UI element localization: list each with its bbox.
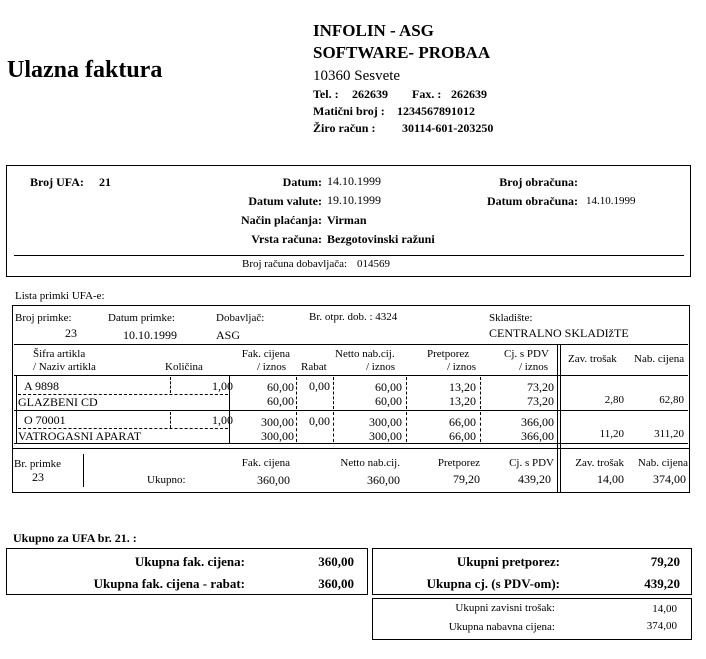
item-1-fak: 60,00	[267, 380, 294, 394]
datum-primke-value: 10.10.1999	[123, 328, 177, 342]
subtotal-divider	[83, 454, 84, 487]
item-2-pretporez: 66,00	[449, 415, 476, 429]
total-zavisni-value: 14,00	[652, 603, 677, 615]
total-nabavna-value: 374,00	[646, 620, 677, 632]
items-mid-line	[14, 410, 688, 411]
item-2-fak: 300,00	[261, 415, 294, 429]
subtotal-fak-label: Fak. cijena	[241, 457, 290, 469]
subtotal-br-value: 23	[32, 470, 44, 484]
col-zav-trosak: Zav. trošak	[568, 353, 617, 365]
items-bottom-line	[14, 443, 688, 444]
subtotal-ukupno-label: Ukupno:	[147, 474, 186, 486]
company-name-line2: SOFTWARE- PROBAA	[313, 43, 491, 62]
col-kolicina: Količina	[165, 361, 203, 373]
total-rabat-label: Ukupna fak. cijena - rabat:	[93, 576, 245, 591]
item-2-fak-iznos: 300,00	[261, 429, 294, 443]
item-2-cj-pdv-iznos: 366,00	[521, 429, 554, 443]
item-1-sifra: A 9898	[24, 379, 60, 393]
subtotal-fak-value: 360,00	[257, 473, 290, 487]
broj-obracuna-label: Broj obračuna:	[499, 175, 578, 189]
item-1-pretporez-iznos: 13,20	[449, 394, 476, 408]
datum-value: 14.10.1999	[327, 174, 381, 188]
ziro-value: 30114-601-203250	[402, 121, 494, 135]
columns-top-line	[14, 344, 688, 345]
total-pdv-label: Ukupna cj. (s PDV-om):	[426, 576, 560, 591]
item-2-sifra: O 70001	[24, 413, 66, 427]
col-cj-pdv: Cj. s PDV	[504, 348, 549, 360]
col-pretporez: Pretporez	[427, 348, 470, 360]
item-2-pretporez-iznos: 66,00	[449, 429, 476, 443]
item-2-netto-iznos: 300,00	[369, 429, 402, 443]
subtotal-nab-label: Nab. cijena	[637, 457, 688, 469]
items-left-line	[16, 375, 17, 443]
row1-dash	[18, 394, 228, 395]
broj-primke-value: 23	[65, 326, 77, 340]
item-1-naziv: GLAZBENI CD	[18, 395, 98, 409]
otpremnica-label: Br. otpr. dob. : 4324	[309, 311, 398, 323]
subtotal-netto-label: Netto nab.cij.	[340, 457, 400, 469]
lista-primki-label: Lista primki UFA-e:	[15, 290, 105, 302]
total-fak-value: 360,00	[318, 554, 354, 569]
broj-ufa-label: Broj UFA:	[30, 175, 84, 189]
item-1-pretporez: 13,20	[449, 380, 476, 394]
broj-primke-label: Broj primke:	[15, 312, 72, 324]
dash-v-6	[333, 412, 334, 442]
dobavljac-value: ASG	[216, 328, 241, 342]
row2-dash-v	[170, 412, 171, 428]
item-1-zav-trosak: 2,80	[604, 394, 624, 406]
dash-v-7	[406, 412, 407, 442]
header-divider	[14, 255, 684, 256]
item-2-zav-trosak: 11,20	[599, 428, 624, 440]
company-city: 10360 Sesvete	[313, 68, 401, 84]
total-fak-label: Ukupna fak. cijena:	[134, 554, 245, 569]
nacin-placanja-value: Virman	[327, 213, 367, 227]
datum-obracuna-value: 14.10.1999	[586, 195, 636, 207]
subtotal-nab-value: 374,00	[653, 472, 686, 486]
fax-value: 262639	[451, 87, 487, 101]
item-1-netto-iznos: 60,00	[375, 394, 402, 408]
dobavljac-label: Dobavljač:	[216, 312, 265, 324]
item-2-kolicina: 1,00	[212, 413, 233, 427]
mb-label: Matični broj :	[313, 104, 385, 118]
vrsta-racuna-label: Vrsta računa:	[251, 232, 322, 246]
item-2-naziv: VATROGASNI APARAT	[18, 429, 142, 443]
items-top-line	[14, 375, 688, 376]
vrsta-racuna-value: Bezgotovinski ražuni	[327, 232, 435, 246]
col-cj-pdv-iznos: / iznos	[518, 361, 548, 373]
tel-value: 262639	[352, 87, 388, 101]
datum-valute-value: 19.10.1999	[327, 193, 381, 207]
subtotal-cj-value: 439,20	[518, 472, 551, 486]
subtotal-pp-value: 79,20	[453, 472, 480, 486]
item-2-rabat: 0,00	[309, 414, 330, 428]
right-block-divider-2	[560, 344, 561, 492]
total-pretporez-value: 79,20	[650, 554, 680, 569]
item-1-netto: 60,00	[375, 380, 402, 394]
dash-v-3	[406, 377, 407, 409]
subtotal-netto-value: 360,00	[367, 473, 400, 487]
datum-primke-label: Datum primke:	[108, 312, 175, 324]
col-naziv: / Naziv artikla	[33, 361, 96, 373]
skladiste-value: CENTRALNO SKLADIžTE	[489, 326, 629, 340]
col-fak-iznos: / iznos	[256, 361, 286, 373]
subtotal-cj-label: Cj. s PDV	[509, 457, 554, 469]
dash-v-1	[296, 377, 297, 409]
document-title: Ulazna faktura	[7, 57, 163, 83]
col-pretporez-iznos: / iznos	[446, 361, 476, 373]
total-pretporez-label: Ukupni pretporez:	[456, 554, 560, 569]
dash-v-8	[480, 412, 481, 442]
item-1-nab-cijena: 62,80	[659, 394, 684, 406]
item-2-netto: 300,00	[369, 415, 402, 429]
col-sifra: Šifra artikla	[33, 348, 86, 360]
item-2-nab-cijena: 311,20	[654, 428, 684, 440]
subtotal-zav-value: 14,00	[597, 472, 624, 486]
row2-dash	[18, 428, 228, 429]
racun-dobavljaca-value: 014569	[357, 258, 390, 270]
company-name: INFOLIN - ASG	[313, 21, 434, 40]
datum-valute-label: Datum valute:	[248, 194, 322, 208]
total-nabavna-label: Ukupna nabavna cijena:	[448, 621, 555, 633]
fax-label: Fax. :	[412, 87, 442, 101]
col-nab-cijena: Nab. cijena	[634, 353, 685, 365]
row1-dash-v	[170, 377, 171, 393]
subtotal-pp-label: Pretporez	[437, 457, 480, 469]
item-1-cj-pdv-iznos: 73,20	[527, 394, 554, 408]
ziro-label: Žiro račun :	[313, 121, 376, 135]
dash-v-4	[480, 377, 481, 409]
item-2-cj-pdv: 366,00	[521, 415, 554, 429]
item-1-cj-pdv: 73,20	[527, 380, 554, 394]
col-fak: Fak. cijena	[241, 348, 290, 360]
dash-v-2	[333, 377, 334, 409]
datum-label: Datum:	[282, 175, 322, 189]
totals-heading: Ukupno za UFA br. 21. :	[13, 531, 137, 545]
tel-label: Tel. :	[313, 87, 339, 101]
col-rabat: Rabat	[301, 361, 327, 373]
datum-obracuna-label: Datum obračuna:	[486, 194, 578, 208]
item-1-kolicina: 1,00	[212, 379, 233, 393]
col-netto-iznos: / iznos	[365, 361, 395, 373]
right-block-divider	[557, 344, 558, 492]
total-rabat-value: 360,00	[318, 576, 354, 591]
item-1-fak-iznos: 60,00	[267, 394, 294, 408]
total-pdv-value: 439,20	[644, 576, 680, 591]
skladiste-label: Skladište:	[489, 312, 533, 324]
subtotal-br-label: Br. primke	[14, 458, 62, 470]
total-zavisni-label: Ukupni zavisni trošak:	[455, 602, 555, 614]
mb-value: 1234567891012	[397, 104, 475, 118]
broj-ufa-value: 21	[99, 175, 111, 189]
col-netto: Netto nab.cij.	[335, 348, 395, 360]
nacin-placanja-label: Način plaćanja:	[241, 213, 322, 227]
subtotal-zav-label: Zav. trošak	[575, 457, 624, 469]
item-1-rabat: 0,00	[309, 379, 330, 393]
racun-dobavljaca-label: Broj računa dobavljača:	[242, 258, 348, 270]
dash-v-5	[296, 412, 297, 442]
subtotal-top-line	[12, 448, 690, 449]
